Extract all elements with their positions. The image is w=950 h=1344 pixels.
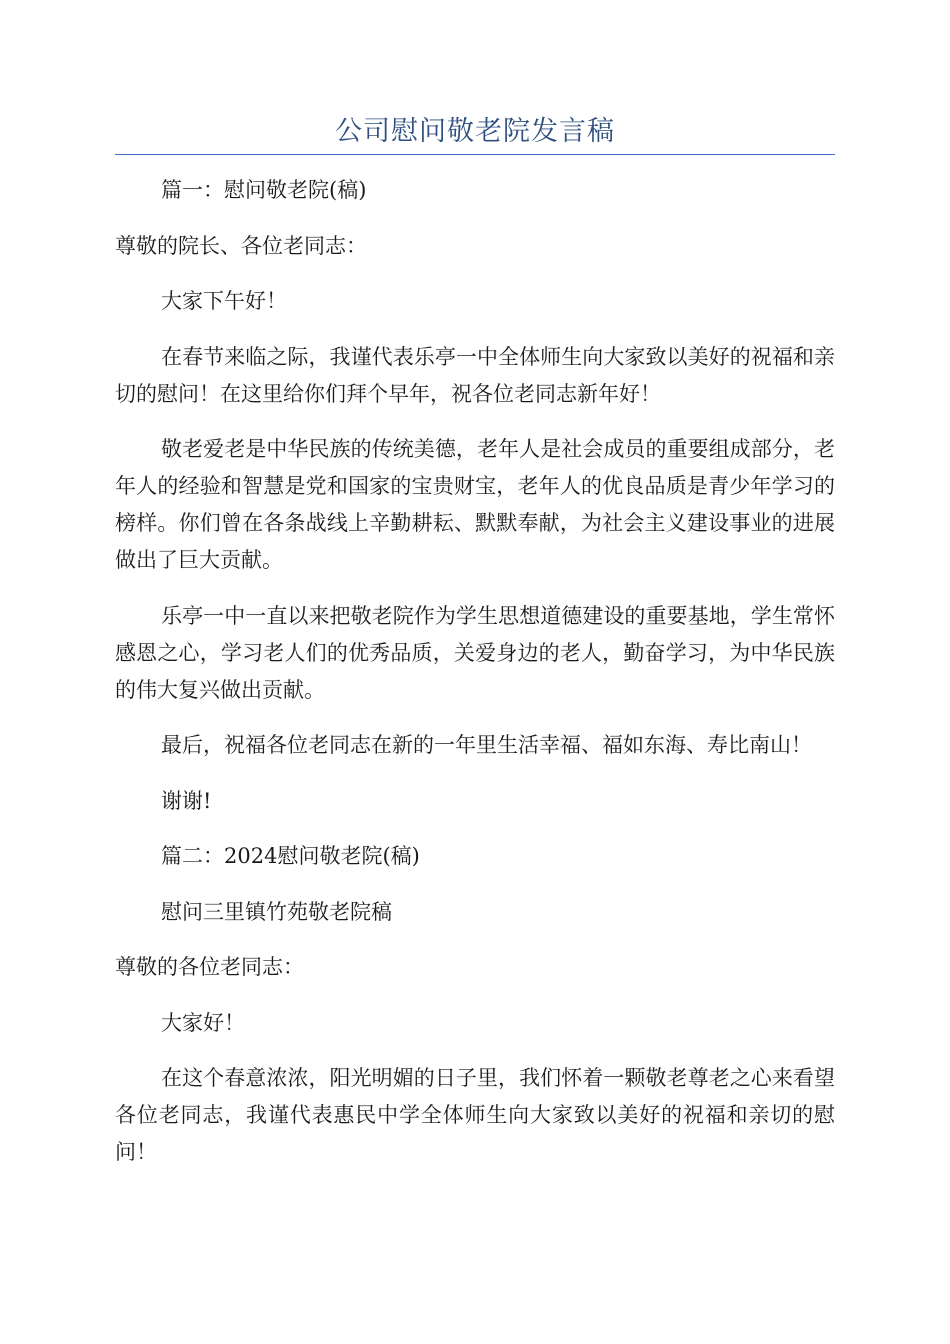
paragraph-10: 慰问三里镇竹苑敬老院稿 <box>161 899 392 924</box>
title-underline <box>115 154 835 155</box>
paragraph-11: 尊敬的各位老同志： <box>115 955 304 979</box>
paragraph-9: 篇二：2024慰问敬老院(稿) <box>161 844 420 868</box>
paragraph-13: 在这个春意浓浓，阳光明媚的日子里，我们怀着一颗敬老尊老之心来看望各位老同志，我谨代表惠民中学全体师生向大家致以美好的祝福和亲切的慰问！ <box>115 1066 835 1164</box>
paragraph-7: 最后，祝福各位老同志在新的一年里生活幸福、福如东海、寿比南山！ <box>161 733 812 757</box>
paragraph-8: 谢谢! <box>161 788 212 813</box>
paragraph-2: 尊敬的院长、各位老同志： <box>115 233 367 258</box>
document-body <box>115 172 835 1190</box>
paragraph-12: 大家好！ <box>161 1010 245 1035</box>
paragraph-4: 在春节来临之际，我谨代表乐亭一中全体师生向大家致以美好的祝福和亲切的慰问！在这里给你们拜个早年，祝各位老同志新年好！ <box>115 344 835 406</box>
paragraph-1: 篇一：慰问敬老院(稿) <box>161 178 367 202</box>
paragraph-6: 乐亭一中一直以来把敬老院作为学生思想道德建设的重要基地，学生常怀感恩之心，学习老人们的优秀品质，关爱身边的老人，勤奋学习，为中华民族的伟大复兴做出贡献。 <box>115 603 835 702</box>
paragraph-5: 敬老爱老是中华民族的传统美德，老年人是社会成员的重要组成部分，老年人的经验和智慧是党和国家的宝贵财宝，老年人的优良品质是青少年学习的榜样。你们曾在各条战线上辛勤耕耘、默默奉献，为社会主义建设事业的进展做出了巨大贡献。 <box>115 437 835 572</box>
paragraph-3: 大家下午好！ <box>161 289 287 313</box>
document-title: 公司慰问敬老院发言稿 <box>335 116 615 147</box>
